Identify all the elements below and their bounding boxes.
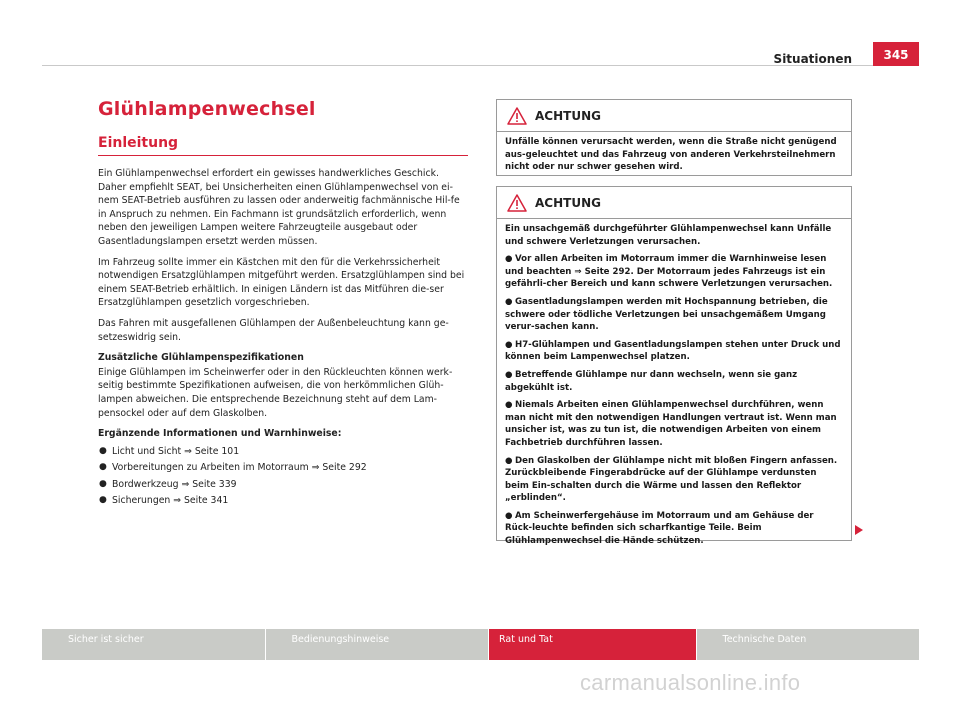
body-text: [98, 167, 468, 508]
warning-box: [496, 186, 852, 547]
warning-text: [497, 132, 851, 174]
footer-tabs: [42, 629, 919, 660]
bullet-icon: ●: [505, 455, 513, 466]
subheading: Zusätzliche Glühlampenspezifikationen: [98, 352, 304, 364]
tab-sicher-ist-sicher[interactable]: Sicher ist sicher: [42, 629, 266, 660]
list-item[interactable]: [98, 494, 468, 508]
warning-text: [497, 219, 851, 548]
warning-item: ● H7-Glühlampen und Gasentladungslampen stehen unter Druck und können beim Lampenwechsel platzen.: [505, 339, 841, 363]
list-item-text: Licht und Sicht ⇒ Seite 101: [112, 445, 240, 457]
paragraph: Ein Glühlampenwechsel erfordert ein gewisses handwerkliches Geschick. Daher empfiehlt SEAT, bei Unsicherheiten einen Glühlampenwechsel von ei-nem SEAT-Betrieb ausführen zu lassen oder anderweitig fachmännische Hil-fe in Anspruch zu nehmen. Ein Fachmann ist grundsätzlich erforderlich, wenn neben den jeweiligen Lampen weitere Fahrzeugteile ausgebaut oder Gasentladungslampen ersetzt werden müssen.: [98, 168, 460, 247]
list-item-text: Vorbereitungen zu Arbeiten im Motorraum ⇒ Seite 292: [112, 462, 367, 474]
paragraph: Im Fahrzeug sollte immer ein Kästchen mit den für die Verkehrssicherheit notwendigen Ersatzglühlampen mitgeführt werden. Ersatzglühlampen sind bei einem SEAT-Betrieb erhältlich. In einigen Ländern ist das Mitführen die-ser Ersatzglühlampen gesetzlich vorgeschrieben.: [98, 256, 465, 309]
watermark: carmanualsonline.info: [580, 670, 801, 695]
list-item-text: Bordwerkzeug ⇒ Seite 339: [112, 478, 237, 490]
bullet-icon: ●: [99, 495, 107, 506]
warning-paragraph: Unfälle können verursacht werden, wenn die Straße nicht genügend aus-geleuchtet und das Fahrzeug von anderen Verkehrsteilnehmern nicht oder nur schwer gesehen wird.: [505, 137, 837, 173]
subheading: Ergänzende Informationen und Warnhinweise:: [98, 428, 342, 440]
warning-item: ● Niemals Arbeiten einen Glühlampenwechsel durchführen, wenn man nicht mit den notwendigen Handlungen vertraut ist. Wenn man unsicher ist, was zu tun ist, die notwendigen Arbeiten von einem Fachbetrieb durchführen lassen.: [505, 400, 837, 448]
tab-rat-und-tat[interactable]: Rat und Tat: [489, 629, 697, 660]
warning-header: [497, 100, 851, 132]
warning-item: ● Vor allen Arbeiten im Motorraum immer die Warnhinweise lesen und beachten ⇒ Seite 292. Der Motorraum jedes Fahrzeugs ist ein gefährli-cher Bereich und kann schwere Verletzungen verursachen.: [505, 254, 833, 290]
bullet-icon: ●: [99, 445, 107, 456]
warning-item: ● Den Glaskolben der Glühlampe nicht mit bloßen Fingern anfassen. Zurückbleibende Fingerabdrücke auf der Glühlampe verdunsten beim Ein-schalten durch die Wärme und lassen den Reflektor „erblinden“.: [505, 455, 838, 504]
section-subtitle: Einleitung: [98, 135, 468, 156]
bullet-icon: ●: [505, 339, 513, 350]
warning-triangle-icon: [507, 194, 527, 212]
main-column: [98, 98, 468, 511]
reference-list: [98, 445, 468, 508]
paragraph: Das Fahren mit ausgefallenen Glühlampen der Außenbeleuchtung kann ge-setzeswidrig sein.: [98, 317, 449, 343]
list-item-text: Sicherungen ⇒ Seite 341: [112, 495, 229, 507]
warning-item: ● Am Scheinwerfergehäuse im Motorraum und am Gehäuse der Rück-leuchte befinden sich scharfkantige Teile. Beim Glühlampenwechsel die Hände schützen.: [505, 510, 814, 547]
warning-item: ● Gasentladungslampen werden mit Hochspannung betrieben, die schwere oder tödliche Verletzungen bei unsachgemäßem Umgang verur-sachen kann.: [505, 296, 828, 333]
bullet-icon: ●: [505, 400, 513, 411]
tab-technische-daten[interactable]: Technische Daten: [697, 629, 920, 660]
warning-intro: Ein unsachgemäß durchgeführter Glühlampenwechsel kann Unfälle und schwere Verletzungen verursachen.: [505, 224, 832, 247]
bullet-icon: ●: [99, 462, 107, 473]
bullet-icon: ●: [505, 254, 513, 265]
section-title: Situationen: [773, 52, 852, 66]
warning-triangle-icon: [507, 107, 527, 125]
list-item[interactable]: [98, 445, 468, 459]
warning-item: ● Betreffende Glühlampe nur dann wechseln, wenn sie ganz abgekühlt ist.: [505, 369, 798, 393]
warning-label: ACHTUNG: [535, 109, 601, 123]
warning-label: ACHTUNG: [535, 196, 601, 210]
paragraph: Einige Glühlampen im Scheinwerfer oder in den Rückleuchten können werk-seitig bestimmte Spezifikationen aufweisen, die von herkömmlichen Glüh-lampen abweichen. Die entsprechende Bezeichnung steht auf dem Lam-pensockel oder auf dem Glaskolben.: [98, 366, 453, 419]
list-item[interactable]: [98, 461, 468, 475]
bullet-icon: ●: [505, 296, 513, 307]
tab-bedienungshinweise[interactable]: Bedienungshinweise: [266, 629, 490, 660]
page-number: 345: [873, 42, 919, 66]
continue-arrow-icon[interactable]: [855, 525, 863, 535]
page-title: Glühlampenwechsel: [98, 98, 316, 120]
warning-box: [496, 99, 852, 176]
warning-header: [497, 187, 851, 219]
bullet-icon: ●: [505, 369, 513, 380]
bullet-icon: ●: [505, 510, 513, 521]
bullet-icon: ●: [99, 478, 107, 489]
list-item[interactable]: [98, 478, 468, 492]
